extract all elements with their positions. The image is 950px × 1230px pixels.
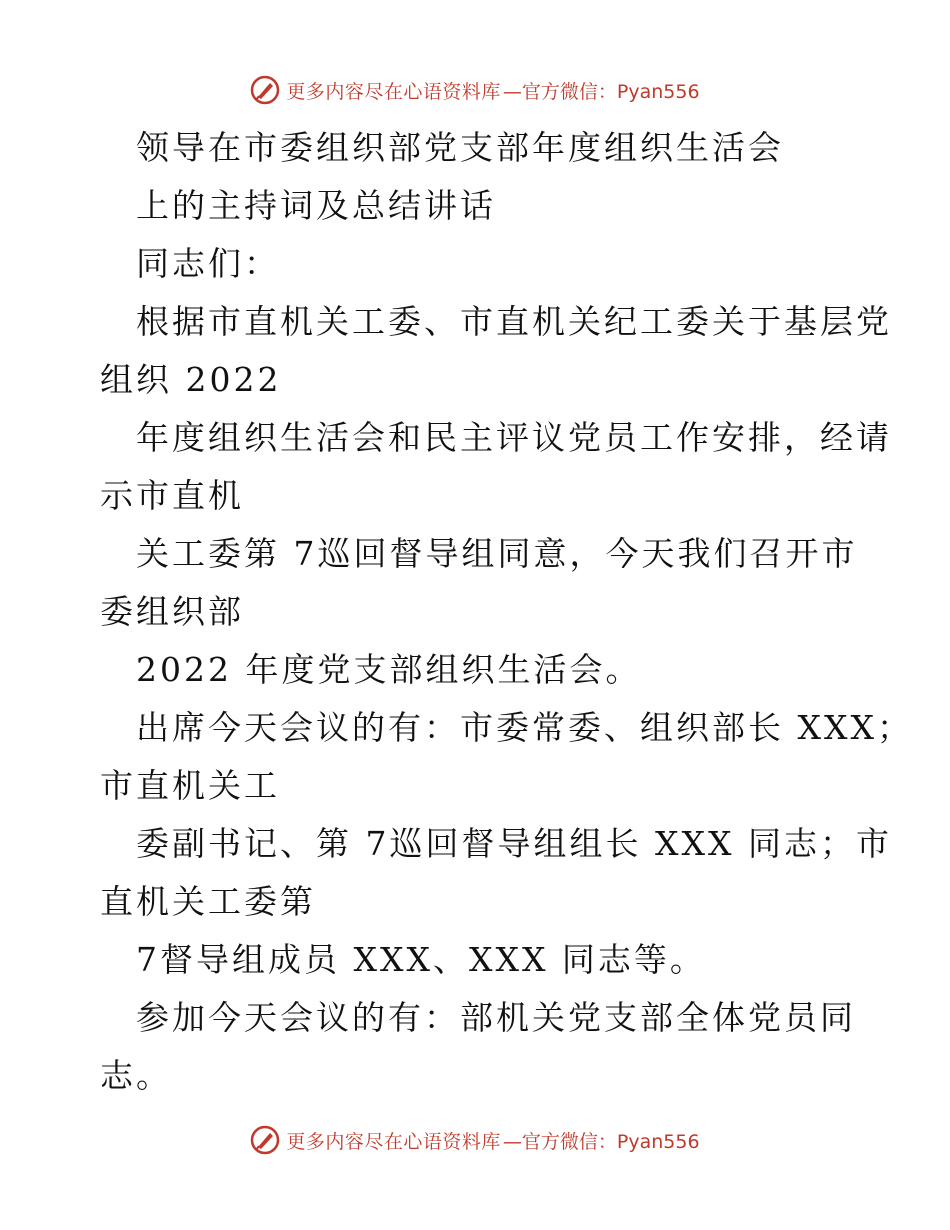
paragraph-line: 年度组织生活会和民主评议党员工作安排，经请: [136, 418, 892, 457]
paragraph-line: 直机关工委第: [100, 882, 316, 921]
title-line-1: 领导在市委组织部党支部年度组织生活会: [136, 128, 784, 167]
paragraph-line: 市直机关工: [100, 766, 280, 805]
header-banner: [0, 72, 950, 108]
wechat-contact: —官方微信：Pyan556: [502, 80, 700, 103]
paragraph-line: 委组织部: [100, 592, 244, 631]
paragraph-line: 7督导组成员 XXX、XXX 同志等。: [136, 940, 706, 979]
paragraph-line: 志。: [100, 1056, 172, 1095]
wechat-contact: —官方微信：Pyan556: [502, 1130, 700, 1153]
quill-pen-icon: [250, 75, 280, 105]
paragraph-line: 参加今天会议的有：部机关党支部全体党员同: [136, 998, 856, 1037]
paragraph-line: 关工委第 7巡回督导组同意，今天我们召开市: [136, 534, 858, 573]
paragraph-line: 出席今天会议的有：市委常委、组织部长 XXX；: [136, 708, 913, 747]
paragraph-line: 根据市直机关工委、市直机关纪工委关于基层党: [136, 302, 892, 341]
paragraph-line: 2022 年度党支部组织生活会。: [136, 650, 642, 689]
paragraph-line: 组织 2022: [100, 360, 282, 399]
footer-banner: [0, 1122, 950, 1158]
paragraph-line: 示市直机: [100, 476, 244, 515]
title-line-2: 上的主持词及总结讲话: [136, 186, 496, 225]
salutation: 同志们：: [136, 244, 280, 283]
paragraph-line: 委副书记、第 7巡回督导组组长 XXX 同志；市: [136, 824, 892, 863]
quill-pen-icon: [250, 1125, 280, 1155]
promo-text: 更多内容尽在心语资料库: [286, 80, 501, 103]
promo-text: 更多内容尽在心语资料库: [286, 1130, 501, 1153]
